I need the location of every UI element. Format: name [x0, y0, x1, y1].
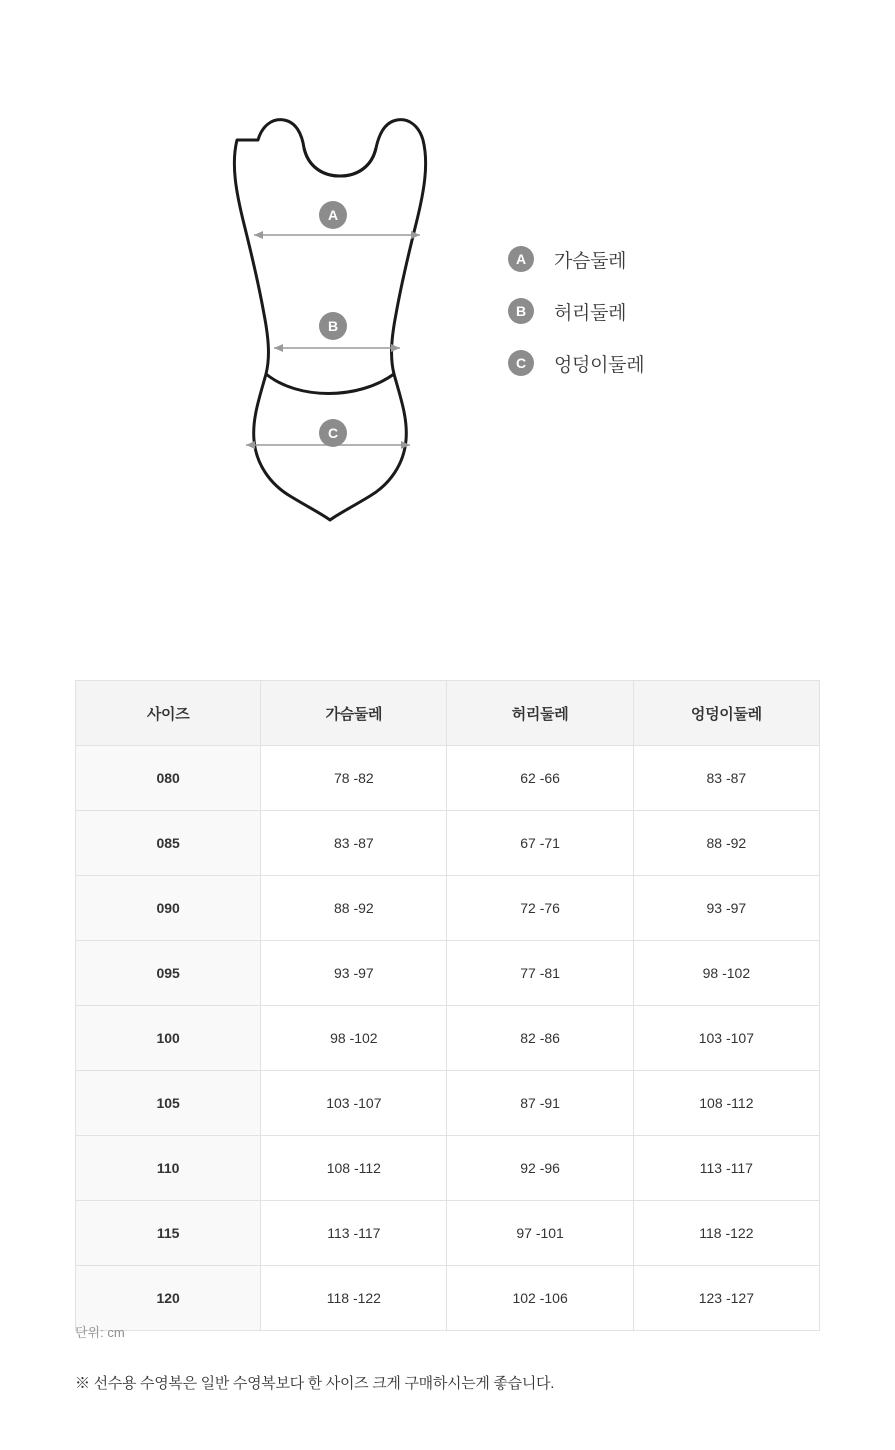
cell-chest: 78 -82: [261, 746, 447, 811]
cell-hip: 113 -117: [633, 1136, 819, 1201]
swimsuit-illustration-icon: [218, 100, 498, 550]
cell-chest: 108 -112: [261, 1136, 447, 1201]
legend-badge-c: C: [508, 350, 534, 376]
svg-text:A: A: [327, 207, 339, 223]
cell-waist: 87 -91: [447, 1071, 633, 1136]
cell-waist: 102 -106: [447, 1266, 633, 1331]
col-header-hip: 엉덩이둘레: [633, 681, 819, 746]
table-row: [76, 1071, 820, 1136]
footer-note: ※ 선수용 수영복은 일반 수영복보다 한 사이즈 크게 구매하시는게 좋습니다.: [75, 1375, 555, 1392]
svg-text:B: B: [327, 318, 339, 334]
unit-note: 단위: cm: [75, 1325, 125, 1340]
cell-chest: 118 -122: [261, 1266, 447, 1331]
size-table-wrap: [75, 680, 820, 1331]
measure-line-a: [254, 201, 420, 239]
cell-waist: 77 -81: [447, 941, 633, 1006]
cell-chest: 98 -102: [261, 1006, 447, 1071]
cell-size: 100: [76, 1006, 261, 1071]
cell-size: 105: [76, 1071, 261, 1136]
cell-waist: 82 -86: [447, 1006, 633, 1071]
cell-chest: 93 -97: [261, 941, 447, 1006]
cell-size: 090: [76, 876, 261, 941]
cell-hip: 123 -127: [633, 1266, 819, 1331]
cell-hip: 83 -87: [633, 746, 819, 811]
legend-label-a: 가슴둘레: [554, 250, 627, 272]
table-row: [76, 1201, 820, 1266]
cell-chest: 83 -87: [261, 811, 447, 876]
legend-item-c: [508, 337, 644, 389]
cell-chest: 103 -107: [261, 1071, 447, 1136]
table-row: [76, 1006, 820, 1071]
col-header-chest: 가슴둘레: [261, 681, 447, 746]
legend-label-c: 엉덩이둘레: [554, 354, 645, 376]
table-row: [76, 1266, 820, 1331]
cell-waist: 62 -66: [447, 746, 633, 811]
legend-item-b: [508, 285, 644, 337]
measure-line-c: [246, 419, 410, 449]
table-header-row: [76, 681, 820, 746]
cell-hip: 88 -92: [633, 811, 819, 876]
measure-line-b: [274, 312, 400, 352]
legend: [508, 233, 644, 389]
table-body: [76, 746, 820, 1331]
cell-waist: 67 -71: [447, 811, 633, 876]
table-row: [76, 876, 820, 941]
cell-waist: 97 -101: [447, 1201, 633, 1266]
cell-hip: 118 -122: [633, 1201, 819, 1266]
cell-chest: 88 -92: [261, 876, 447, 941]
cell-size: 115: [76, 1201, 261, 1266]
legend-label-b: 허리둘레: [554, 302, 627, 324]
legend-badge-b: B: [508, 298, 534, 324]
table-row: [76, 1136, 820, 1201]
cell-size: 120: [76, 1266, 261, 1331]
cell-chest: 113 -117: [261, 1201, 447, 1266]
cell-size: 080: [76, 746, 261, 811]
cell-hip: 103 -107: [633, 1006, 819, 1071]
cell-size: 110: [76, 1136, 261, 1201]
cell-hip: 93 -97: [633, 876, 819, 941]
col-header-size: 사이즈: [76, 681, 261, 746]
size-table: [75, 680, 820, 1331]
svg-text:C: C: [327, 425, 339, 441]
legend-item-a: [508, 233, 644, 285]
cell-hip: 108 -112: [633, 1071, 819, 1136]
table-row: [76, 746, 820, 811]
table-row: [76, 811, 820, 876]
table-row: [76, 941, 820, 1006]
cell-hip: 98 -102: [633, 941, 819, 1006]
legend-badge-a: A: [508, 246, 534, 272]
cell-waist: 92 -96: [447, 1136, 633, 1201]
table-header: [76, 681, 820, 746]
diagram-area: [0, 0, 895, 620]
col-header-waist: 허리둘레: [447, 681, 633, 746]
cell-waist: 72 -76: [447, 876, 633, 941]
cell-size: 095: [76, 941, 261, 1006]
cell-size: 085: [76, 811, 261, 876]
